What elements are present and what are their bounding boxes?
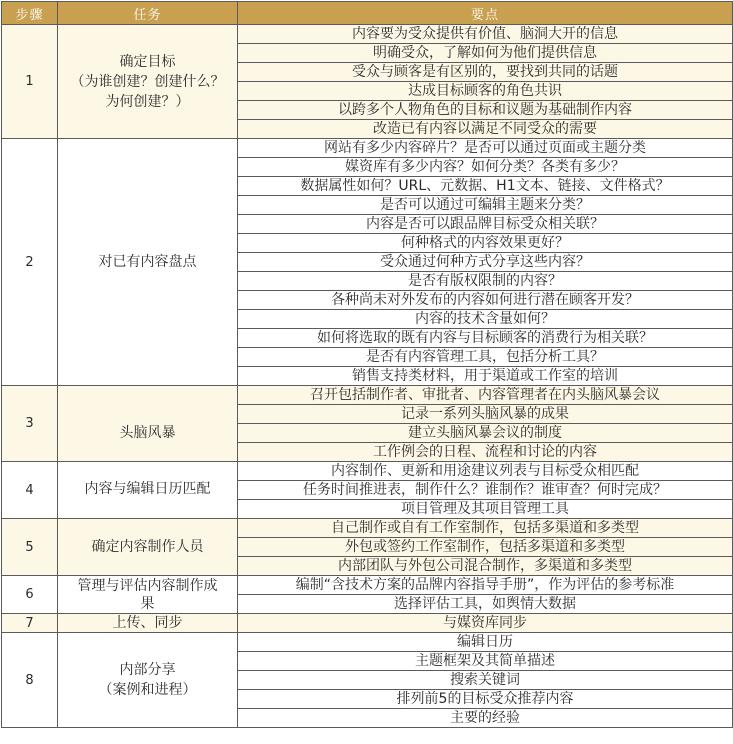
header-row — [2, 2, 733, 25]
content-strategy-table — [1, 1, 733, 728]
step-number-4: 4 — [2, 462, 58, 519]
step-number-7: 7 — [2, 614, 58, 633]
task-line: 内部分享 — [119, 662, 176, 678]
point-cell: 以跨多个人物角色的目标和议题为基础制作内容 — [238, 101, 733, 120]
table-row — [2, 519, 733, 538]
task-line: 头脑风暴 — [119, 424, 176, 441]
task-line: 上传、同步 — [112, 614, 183, 631]
point-cell: 受众与顾客是有区别的，要找到共同的话题 — [238, 63, 733, 82]
point-cell: 编制“含技术方案的品牌内容指导手册”，作为评估的参考标准 — [238, 576, 733, 595]
point-cell: 明确受众，了解如何为他们提供信息 — [238, 44, 733, 63]
table-row — [2, 633, 733, 652]
task-cell-5 — [58, 519, 238, 576]
table-row — [2, 576, 733, 595]
point-cell: 内容的技术含量如何？ — [238, 310, 733, 329]
point-cell: 选择评估工具，如舆情大数据 — [238, 595, 733, 614]
point-cell: 是否可以通过可编辑主题来分类？ — [238, 196, 733, 215]
point-cell: 项目管理及其项目管理工具 — [238, 500, 733, 519]
point-cell: 与媒资库同步 — [238, 614, 733, 633]
task-cell-3 — [58, 386, 238, 462]
table-row — [2, 614, 733, 633]
point-cell: 数据属性如何？URL、元数据、H1文本、链接、文件格式？ — [238, 177, 733, 196]
point-cell: 是否有版权限制的内容？ — [238, 272, 733, 291]
task-cell-1 — [58, 25, 238, 139]
point-cell: 排列前5的目标受众推荐内容 — [238, 690, 733, 709]
step-number-5: 5 — [2, 519, 58, 576]
point-cell: 如何将选取的既有内容与目标顾客的消费行为相关联？ — [238, 329, 733, 348]
header-points: 要点 — [238, 2, 733, 25]
step-number-6: 6 — [2, 576, 58, 614]
table-row — [2, 462, 733, 481]
point-cell: 主题框架及其简单描述 — [238, 652, 733, 671]
point-cell: 建立头脑风暴会议的制度 — [238, 424, 733, 443]
table-row — [2, 139, 733, 158]
point-cell: 内部团队与外包公司混合制作，多渠道和多类型 — [238, 557, 733, 576]
point-cell: 媒资库有多少内容？如何分类？各类有多少？ — [238, 158, 733, 177]
task-cell-7 — [58, 614, 238, 633]
step-number-2: 2 — [2, 139, 58, 386]
point-cell: 记录一系列头脑风暴的成果 — [238, 405, 733, 424]
point-cell: 是否有内容管理工具，包括分析工具？ — [238, 348, 733, 367]
point-cell: 内容制作、更新和用途建议列表与目标受众相匹配 — [238, 462, 733, 481]
task-line: 确定目标 — [119, 53, 176, 70]
step-number-3: 3 — [2, 386, 58, 462]
task-line: 确定内容制作人员 — [91, 539, 204, 555]
point-cell: 改造已有内容以满足不同受众的需要 — [238, 120, 733, 139]
point-cell: 工作例会的日程、流程和讨论的内容 — [238, 443, 733, 462]
task-cell-4 — [58, 462, 238, 519]
task-line: （案例和进程） — [98, 682, 197, 698]
header-step: 步骤 — [2, 2, 58, 25]
header-task: 任务 — [58, 2, 238, 25]
point-cell: 自己制作或自有工作室制作，包括多渠道和多类型 — [238, 519, 733, 538]
point-cell: 内容是否可以跟品牌目标受众相关联？ — [238, 215, 733, 234]
point-cell: 各种尚未对外发布的内容如何进行潜在顾客开发？ — [238, 291, 733, 310]
table-wrapper — [1, 1, 733, 728]
point-cell: 编辑日历 — [238, 633, 733, 652]
point-cell: 搜索关键词 — [238, 671, 733, 690]
task-line: 为何创建？） — [105, 93, 190, 110]
point-cell: 内容要为受众提供有价值、脑洞大开的信息 — [238, 25, 733, 44]
point-cell: 何种格式的内容效果更好？ — [238, 234, 733, 253]
point-cell: 销售支持类材料，用于渠道或工作室的培训 — [238, 367, 733, 386]
table-row — [2, 386, 733, 405]
point-cell: 受众通过何种方式分享这些内容？ — [238, 253, 733, 272]
point-cell: 达成目标顾客的角色共识 — [238, 82, 733, 101]
task-cell-8 — [58, 633, 238, 728]
point-cell: 外包或签约工作室制作，包括多渠道和多类型 — [238, 538, 733, 557]
task-cell-2 — [58, 139, 238, 386]
point-cell: 任务时间推进表，制作什么？谁制作？谁审查？何时完成？ — [238, 481, 733, 500]
task-line: 内容与编辑日历匹配 — [84, 481, 211, 497]
table-row — [2, 25, 733, 44]
step-number-8: 8 — [2, 633, 58, 728]
task-line: （为谁创建？创建什么？ — [70, 73, 225, 90]
task-line: 果 — [140, 595, 155, 612]
task-line: 管理与评估内容制作成 — [77, 577, 218, 594]
task-line: 对已有内容盘点 — [98, 254, 197, 270]
point-cell: 召开包括制作者、审批者、内容管理者在内头脑风暴会议 — [238, 386, 733, 405]
point-cell: 网站有多少内容碎片？是否可以通过页面或主题分类 — [238, 139, 733, 158]
task-cell-6 — [58, 576, 238, 614]
point-cell: 主要的经验 — [238, 709, 733, 728]
step-number-1: 1 — [2, 25, 58, 139]
